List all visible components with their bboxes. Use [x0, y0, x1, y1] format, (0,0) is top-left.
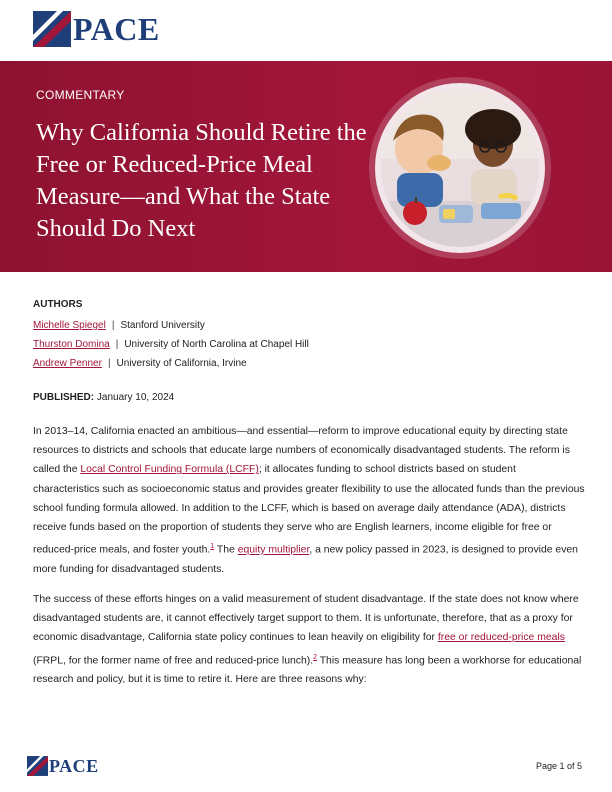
- author-link[interactable]: Michelle Spiegel: [33, 320, 106, 331]
- hero-photo: [381, 89, 539, 247]
- body-paragraph-2: [33, 590, 585, 689]
- separator: |: [111, 320, 115, 331]
- paragraph-text: In 2013–14, California enacted an ambitious—and essential—reform to improve educational equity by directing state resources to districts and schools that educate large numbers of economically disadvantaged students. The reform is called the: [33, 426, 570, 476]
- footnote-link-2[interactable]: 2: [313, 653, 318, 661]
- frpl-link[interactable]: free or reduced-price meals: [437, 632, 565, 644]
- author-row: [33, 358, 247, 369]
- author-row: [33, 320, 205, 331]
- article-title: Why California Should Retire the Free or Reduced-Price Meal Measure—and What the State Should Do Next: [36, 119, 367, 242]
- body-paragraph-1: [33, 422, 585, 579]
- author-affiliation: University of California, Irvine: [116, 358, 247, 369]
- lcff-link[interactable]: Local Control Funding Formula (LCFF): [80, 464, 259, 476]
- footnote-link-1[interactable]: 1: [210, 543, 215, 551]
- published-line: [33, 392, 174, 403]
- footer-logo-text: PACE: [49, 756, 99, 776]
- paragraph-text: (FRPL, for the former name of free and reduced-price lunch).: [33, 655, 314, 667]
- paragraph-text: The: [214, 544, 238, 556]
- page-number: Page 1 of 5: [535, 761, 582, 771]
- pace-logo-mark-icon: [33, 11, 71, 47]
- pace-logo-text: PACE: [73, 11, 160, 47]
- paragraph-text: The success of these efforts hinges on a valid measurement of student disadvantage. If the state does not know where disadvantaged students are, it cannot effectively target support to them. It is unfortunate, therefore, that as a proxy for economic disadvantage, California state policy continues to lean heavily on eligibility for: [33, 594, 579, 644]
- published-label: PUBLISHED:: [33, 392, 95, 403]
- author-row: [33, 339, 309, 350]
- author-link[interactable]: Andrew Penner: [33, 358, 102, 369]
- author-link[interactable]: Thurston Domina: [33, 339, 110, 350]
- pace-logo-mark-icon: [27, 756, 48, 776]
- footer-pace-logo[interactable]: [27, 756, 99, 776]
- paragraph-text: ; it allocates funding to school districts based on student characteristics such as socioeconomic status and provides greater flexibility to use the allocated funds than the previous school funding formula allowed. In addition to the LCFF, which is based on average daily attendance (ADA), districts receive funds based on the proportion of students they serve who are English learners, income eligible for free or reduced-price meals, and foster youth.: [33, 464, 585, 556]
- published-date: January 10, 2024: [96, 392, 175, 403]
- separator: |: [115, 339, 119, 350]
- author-affiliation: Stanford University: [120, 320, 205, 331]
- paragraph-text: , a new policy passed in 2023, is designed to provide even more funding for disadvantaged students.: [33, 544, 578, 575]
- authors-heading: AUTHORS: [33, 299, 83, 310]
- equity-multiplier-link[interactable]: equity multiplier: [237, 544, 310, 556]
- paragraph-text: This measure has long been a workhorse for educational research and policy, but it is time to retire it. Here are three reasons why:: [33, 655, 582, 686]
- separator: |: [107, 358, 111, 369]
- author-affiliation: University of North Carolina at Chapel Hill: [124, 339, 309, 350]
- hero-banner: [0, 61, 612, 272]
- children-eating-image-icon: [381, 89, 539, 247]
- pace-logo[interactable]: [33, 11, 160, 47]
- article-type-label: COMMENTARY: [36, 88, 125, 102]
